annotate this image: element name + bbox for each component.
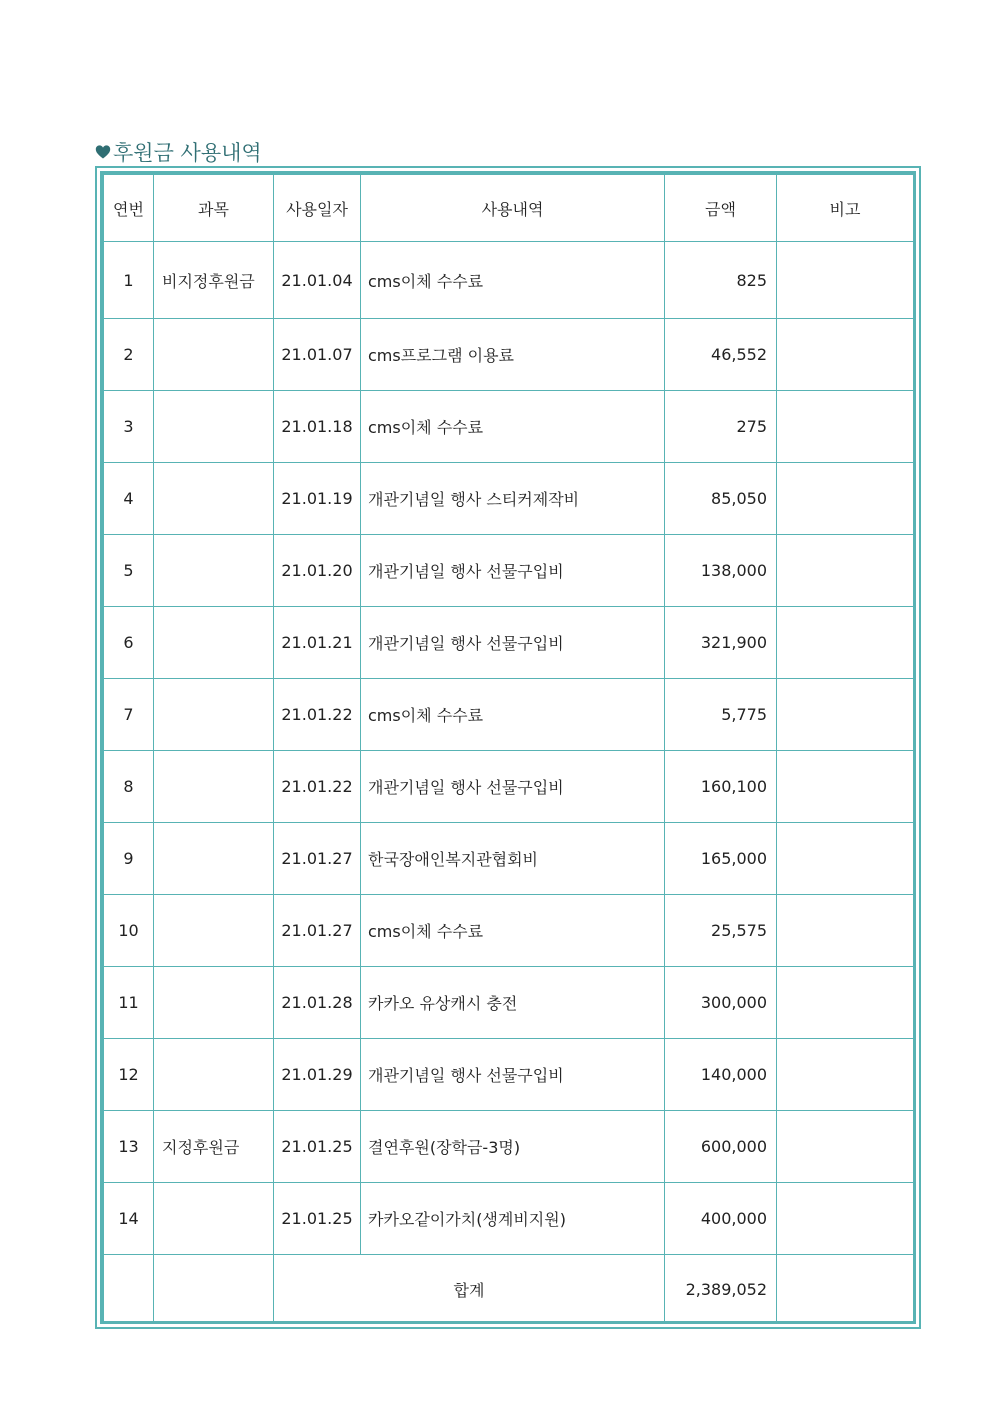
row-subject xyxy=(154,607,274,679)
row-description: 결연후원(장학금-3명) xyxy=(361,1111,665,1183)
row-subject xyxy=(154,391,274,463)
table-row xyxy=(104,242,914,319)
row-date: 21.01.04 xyxy=(274,242,361,319)
table-row xyxy=(104,319,914,391)
table-row xyxy=(104,463,914,535)
header-subject: 과목 xyxy=(154,175,274,242)
row-date: 21.01.19 xyxy=(274,463,361,535)
row-date: 21.01.25 xyxy=(274,1183,361,1255)
row-date: 21.01.27 xyxy=(274,823,361,895)
table-row xyxy=(104,967,914,1039)
row-no: 7 xyxy=(104,679,154,751)
row-no: 1 xyxy=(104,242,154,319)
row-no: 12 xyxy=(104,1039,154,1111)
row-amount: 600,000 xyxy=(665,1111,777,1183)
row-description: 개관기념일 행사 선물구입비 xyxy=(361,607,665,679)
row-note xyxy=(777,679,914,751)
row-amount: 321,900 xyxy=(665,607,777,679)
total-subject xyxy=(154,1255,274,1324)
row-date: 21.01.20 xyxy=(274,535,361,607)
total-no xyxy=(104,1255,154,1324)
row-description: 카카오 유상캐시 충전 xyxy=(361,967,665,1039)
row-note xyxy=(777,1039,914,1111)
row-subject xyxy=(154,1039,274,1111)
row-note xyxy=(777,463,914,535)
heart-icon xyxy=(95,144,111,160)
row-subject: 비지정후원금 xyxy=(154,242,274,319)
row-description: 개관기념일 행사 선물구입비 xyxy=(361,751,665,823)
row-subject: 지정후원금 xyxy=(154,1111,274,1183)
row-description: cms프로그램 이용료 xyxy=(361,319,665,391)
row-date: 21.01.27 xyxy=(274,895,361,967)
row-subject xyxy=(154,751,274,823)
row-no: 4 xyxy=(104,463,154,535)
table-row xyxy=(104,1183,914,1255)
row-no: 3 xyxy=(104,391,154,463)
row-amount: 165,000 xyxy=(665,823,777,895)
table-row xyxy=(104,607,914,679)
row-amount: 46,552 xyxy=(665,319,777,391)
row-subject xyxy=(154,319,274,391)
table-row xyxy=(104,751,914,823)
table-row xyxy=(104,823,914,895)
row-description: 개관기념일 행사 선물구입비 xyxy=(361,1039,665,1111)
row-amount: 140,000 xyxy=(665,1039,777,1111)
row-subject xyxy=(154,535,274,607)
section-title-text: 후원금 사용내역 xyxy=(113,141,262,165)
row-date: 21.01.22 xyxy=(274,679,361,751)
table-row xyxy=(104,391,914,463)
row-description: cms이체 수수료 xyxy=(361,895,665,967)
table-total-row xyxy=(104,1255,914,1324)
table-row xyxy=(104,535,914,607)
row-note xyxy=(777,967,914,1039)
row-no: 13 xyxy=(104,1111,154,1183)
header-date: 사용일자 xyxy=(274,175,361,242)
row-date: 21.01.21 xyxy=(274,607,361,679)
row-note xyxy=(777,1183,914,1255)
total-label: 합계 xyxy=(274,1255,665,1324)
row-no: 5 xyxy=(104,535,154,607)
row-date: 21.01.28 xyxy=(274,967,361,1039)
row-no: 9 xyxy=(104,823,154,895)
row-amount: 25,575 xyxy=(665,895,777,967)
row-description: cms이체 수수료 xyxy=(361,391,665,463)
table-row xyxy=(104,679,914,751)
row-date: 21.01.25 xyxy=(274,1111,361,1183)
row-amount: 825 xyxy=(665,242,777,319)
row-date: 21.01.18 xyxy=(274,391,361,463)
row-no: 8 xyxy=(104,751,154,823)
row-note xyxy=(777,823,914,895)
total-note xyxy=(777,1255,914,1324)
row-no: 11 xyxy=(104,967,154,1039)
table-row xyxy=(104,1111,914,1183)
row-subject xyxy=(154,967,274,1039)
header-no: 연번 xyxy=(104,175,154,242)
header-amount: 금액 xyxy=(665,175,777,242)
row-description: cms이체 수수료 xyxy=(361,679,665,751)
row-subject xyxy=(154,895,274,967)
row-subject xyxy=(154,679,274,751)
page-title xyxy=(95,138,262,166)
row-description: 한국장애인복지관협회비 xyxy=(361,823,665,895)
row-description: cms이체 수수료 xyxy=(361,242,665,319)
row-date: 21.01.22 xyxy=(274,751,361,823)
row-no: 14 xyxy=(104,1183,154,1255)
row-subject xyxy=(154,1183,274,1255)
table-header-row xyxy=(104,175,914,242)
row-amount: 160,100 xyxy=(665,751,777,823)
row-note xyxy=(777,391,914,463)
row-amount: 85,050 xyxy=(665,463,777,535)
row-amount: 138,000 xyxy=(665,535,777,607)
row-note xyxy=(777,607,914,679)
row-date: 21.01.29 xyxy=(274,1039,361,1111)
table-row xyxy=(104,1039,914,1111)
row-amount: 275 xyxy=(665,391,777,463)
row-subject xyxy=(154,463,274,535)
row-no: 2 xyxy=(104,319,154,391)
row-amount: 300,000 xyxy=(665,967,777,1039)
row-note xyxy=(777,1111,914,1183)
row-subject xyxy=(154,823,274,895)
row-note xyxy=(777,895,914,967)
header-note: 비고 xyxy=(777,175,914,242)
row-amount: 400,000 xyxy=(665,1183,777,1255)
header-description: 사용내역 xyxy=(361,175,665,242)
table-row xyxy=(104,895,914,967)
row-note xyxy=(777,751,914,823)
row-date: 21.01.07 xyxy=(274,319,361,391)
row-note xyxy=(777,319,914,391)
row-no: 10 xyxy=(104,895,154,967)
row-note xyxy=(777,535,914,607)
row-description: 개관기념일 행사 선물구입비 xyxy=(361,535,665,607)
row-no: 6 xyxy=(104,607,154,679)
row-amount: 5,775 xyxy=(665,679,777,751)
row-description: 개관기념일 행사 스티커제작비 xyxy=(361,463,665,535)
row-note xyxy=(777,242,914,319)
total-amount: 2,389,052 xyxy=(665,1255,777,1324)
row-description: 카카오같이가치(생계비지원) xyxy=(361,1183,665,1255)
expense-table xyxy=(103,174,914,1324)
